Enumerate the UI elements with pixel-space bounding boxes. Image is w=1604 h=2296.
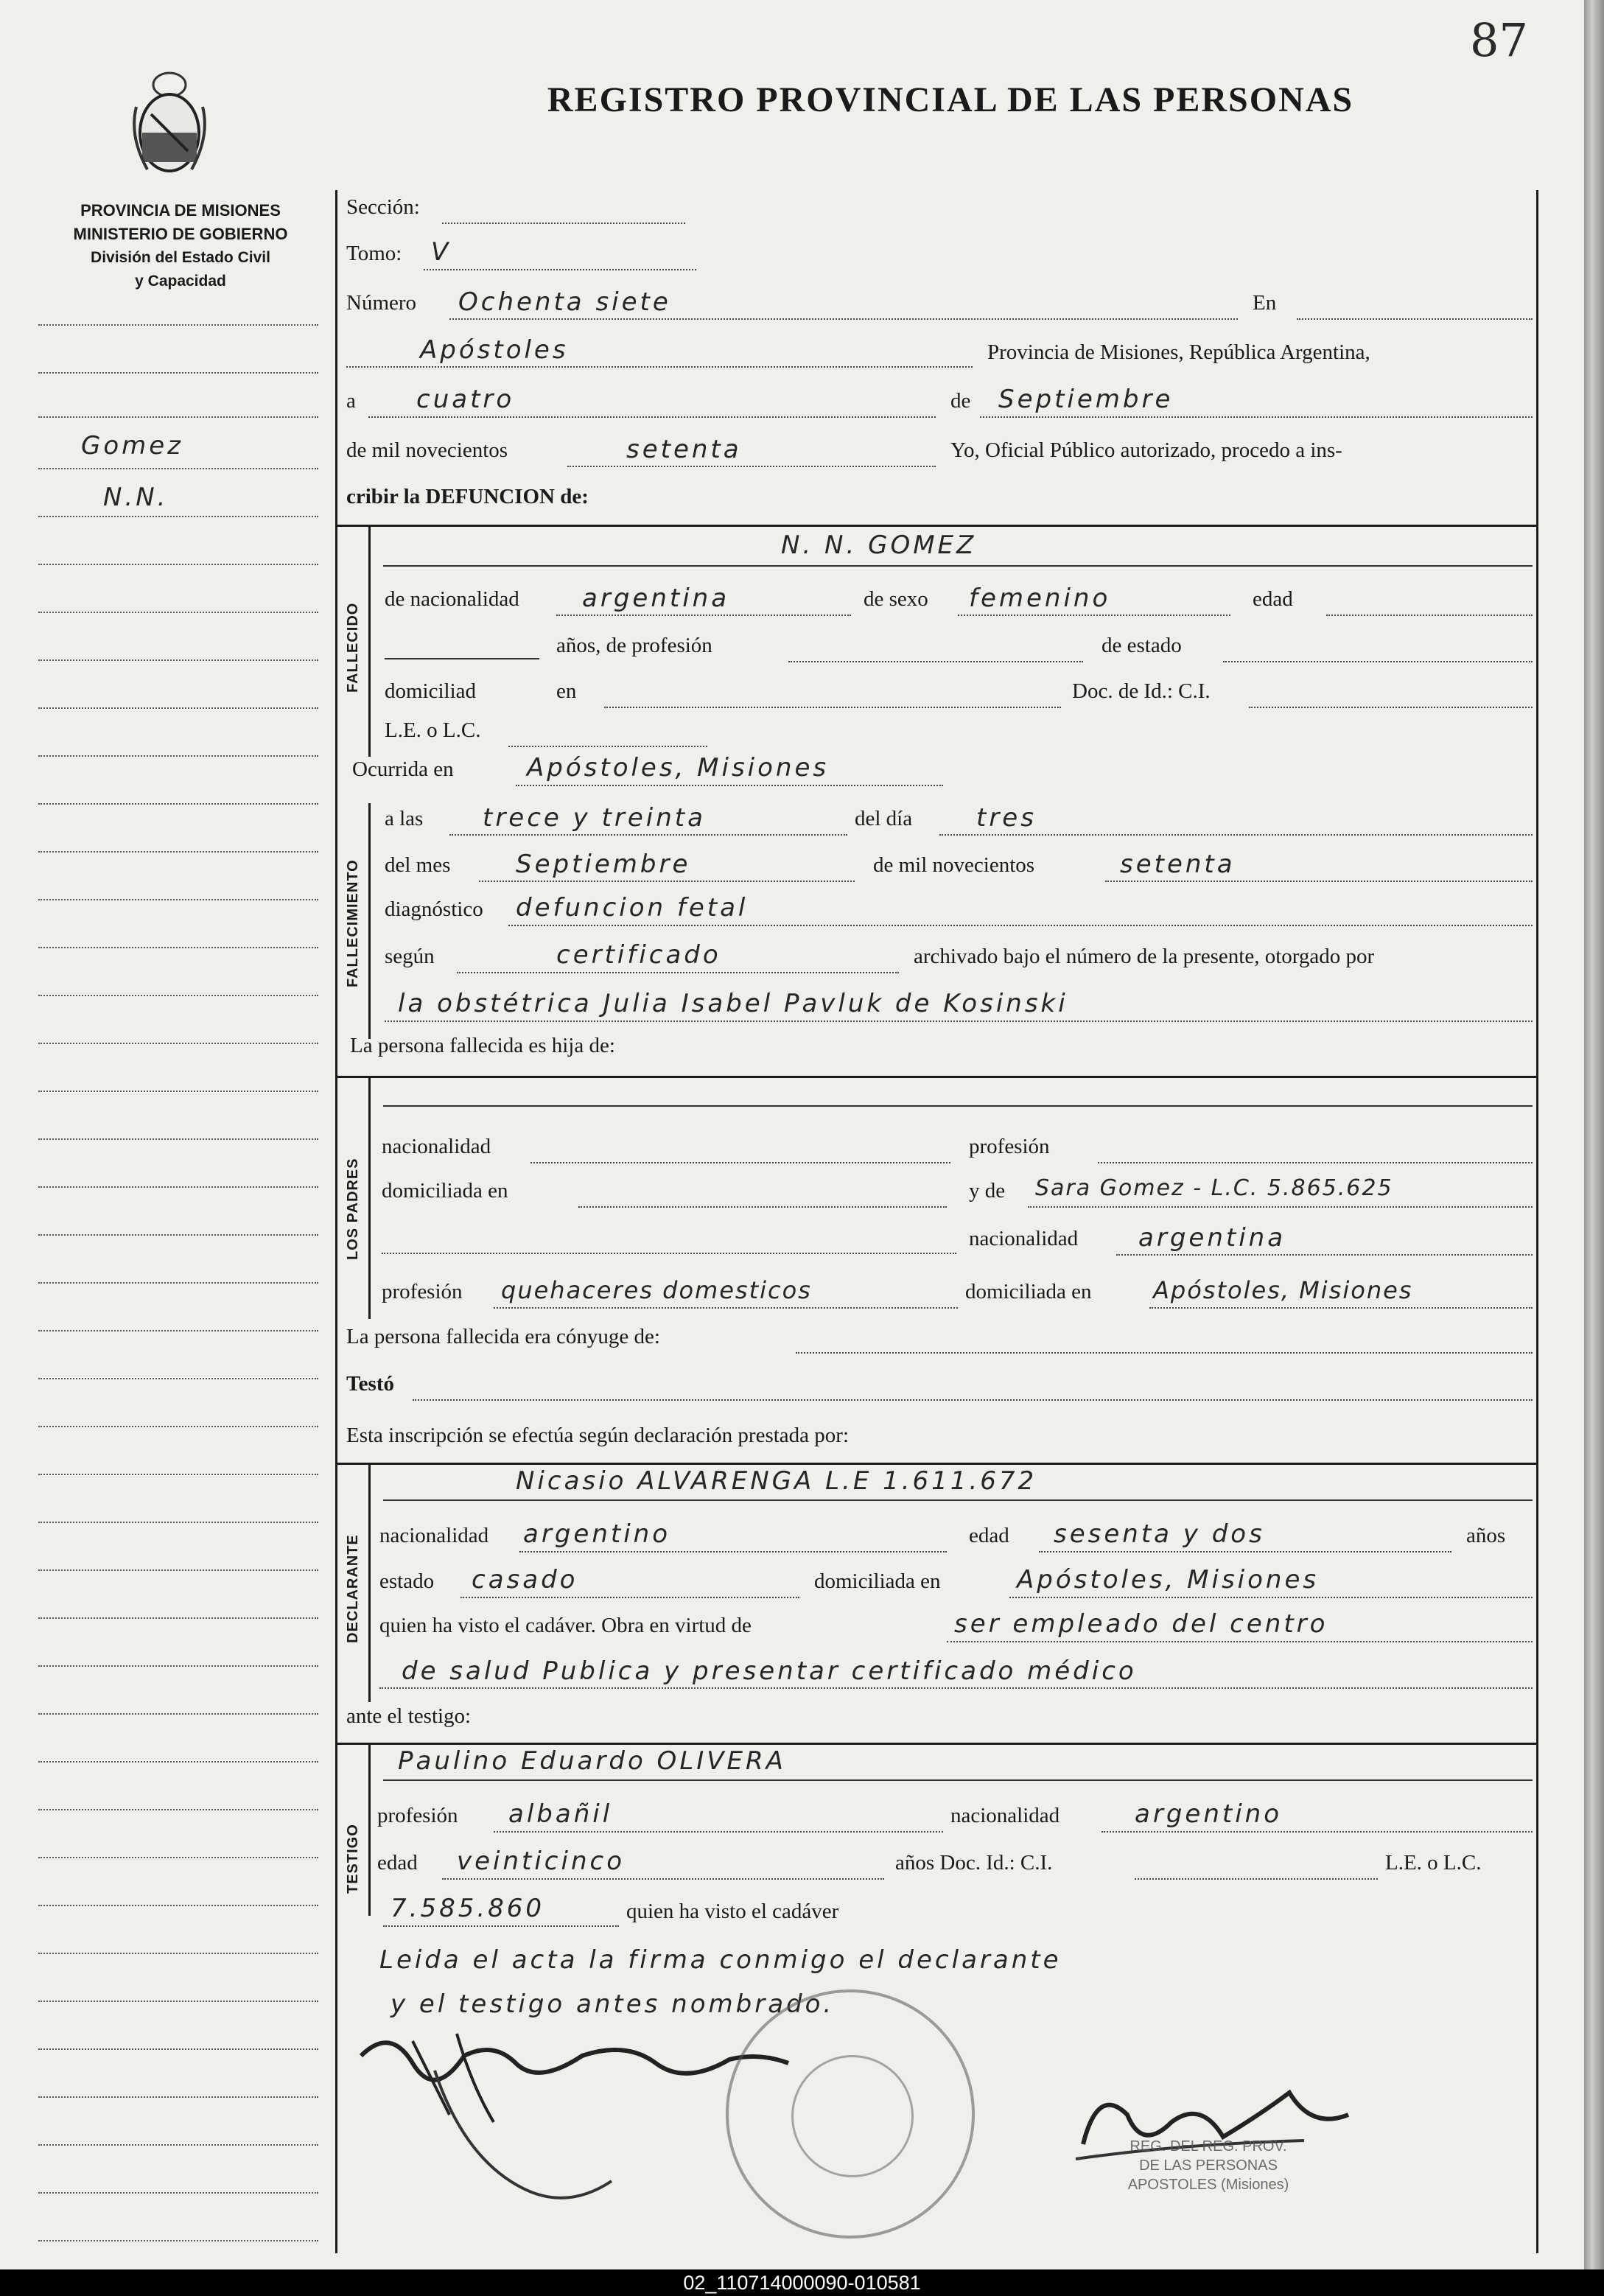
test-nac-value: argentino — [1135, 1799, 1282, 1829]
de-mil2-label: de mil novecientos — [873, 853, 1035, 877]
diagnostico-value: defuncion fetal — [516, 893, 749, 923]
edad-test-field — [442, 1878, 884, 1880]
ministry-header — [29, 199, 332, 293]
testo-field — [413, 1399, 1533, 1401]
sidebar-rule — [38, 2144, 318, 2146]
inscribir-label: cribir la DEFUNCION de: — [346, 485, 589, 508]
nac-madre-label: nacionalidad — [969, 1227, 1079, 1250]
yo-oficial-label: Yo, Oficial Público autorizado, procedo a ins- — [950, 438, 1342, 462]
sexo-value: femenino — [969, 584, 1111, 613]
sidebar-rule — [38, 1617, 318, 1619]
document-title: REGISTRO PROVINCIAL DE LAS PERSONAS — [547, 80, 1354, 119]
fallecido-name-value: N. N. GOMEZ — [781, 531, 977, 560]
anio-field — [567, 466, 936, 467]
quien-visto2-label: quien ha visto el cadáver — [626, 1900, 839, 1923]
profesion-test-label: profesión — [377, 1804, 458, 1827]
sidebar-rule — [38, 1186, 318, 1188]
domiciliad-label: domiciliad — [385, 679, 477, 703]
nac-test-field — [1102, 1831, 1533, 1833]
sidebar-rule — [38, 1282, 318, 1284]
sidebar-rule — [38, 1905, 318, 1906]
declarante-value: Nicasio ALVARENGA L.E 1.611.672 — [516, 1466, 1037, 1496]
sidebar-rule — [38, 707, 318, 709]
estado-decl-field — [460, 1597, 799, 1598]
leida-line-1: Leida el acta la firma conmigo el declarante — [379, 1945, 1062, 1975]
section-divider — [335, 1743, 1536, 1745]
profesion-padre-field — [1098, 1162, 1533, 1163]
anio-value: setenta — [626, 435, 742, 464]
seccion-field — [442, 223, 685, 224]
testigo-name-field — [383, 1779, 1533, 1781]
sidebar-rule — [38, 564, 318, 565]
a-las-label: a las — [385, 807, 424, 830]
test-doc-value: 7.585.860 — [391, 1894, 545, 1923]
sidebar-rule — [38, 2192, 318, 2194]
profesion-padre-label: profesión — [969, 1135, 1050, 1158]
official-stamp-text — [1054, 2137, 1363, 2194]
profesion-field — [788, 661, 1083, 662]
sidebar-rule — [38, 1138, 318, 1140]
sidebar-rule — [38, 468, 318, 469]
doc-test-field — [1135, 1878, 1378, 1880]
madre-dom-value: Apóstoles, Misiones — [1153, 1276, 1413, 1304]
nac-test-label: nacionalidad — [950, 1804, 1060, 1827]
en2-label: en — [556, 679, 577, 703]
virtud-value-1: ser empleado del centro — [954, 1609, 1328, 1639]
anio-fall-value: setenta — [1120, 850, 1236, 879]
sidebar-rule — [38, 1091, 318, 1092]
lugar-field — [346, 366, 973, 368]
sidebar-rule — [38, 1234, 318, 1236]
sidebar-rule — [38, 1426, 318, 1427]
image-caption: 02_110714000090-010581 — [0, 2269, 1604, 2296]
virtud-field-1 — [947, 1641, 1533, 1642]
archivado-label: archivado bajo el número de la presente, otorgado por — [914, 945, 1375, 968]
ante-testigo-label: ante el testigo: — [346, 1704, 472, 1728]
sexo-field — [958, 615, 1230, 616]
page-number: 87 — [1470, 13, 1528, 67]
de-mil-label: de mil novecientos — [346, 438, 508, 462]
sidebar-rule — [38, 1953, 318, 1954]
main-right-border — [1536, 190, 1538, 2253]
de-label: de — [950, 389, 971, 413]
test-edad-value: veinticinco — [457, 1847, 625, 1876]
conyuge-label: La persona fallecida era cónyuge de: — [346, 1325, 660, 1348]
domicilio-padre-field — [578, 1206, 947, 1208]
official-seal — [726, 1989, 975, 2239]
tab-fallecimiento: FALLECIMIENTO — [345, 859, 361, 987]
sidebar-rule — [38, 947, 318, 948]
edad-field — [1326, 615, 1533, 616]
sidebar-rule — [38, 1330, 318, 1331]
nacionalidad-field — [556, 615, 851, 616]
estado-decl-label: estado — [379, 1569, 435, 1593]
edad-label: edad — [1253, 587, 1293, 611]
segun-label: según — [385, 945, 435, 968]
leida-line-2: y el testigo antes nombrado. — [391, 1989, 835, 2019]
sidebar-rule — [38, 2096, 318, 2098]
tab-los-padres: LOS PADRES — [345, 1158, 361, 1260]
padre-name-field — [383, 1105, 1533, 1107]
madre-dom-field — [1149, 1307, 1533, 1309]
sidebar-rule — [38, 755, 318, 757]
quien-visto-label: quien ha visto el cadáver. Obra en virtud de — [379, 1614, 752, 1637]
declarante-name-field — [383, 1499, 1533, 1501]
anios-decl-label: años — [1466, 1524, 1506, 1547]
madre-field — [1028, 1206, 1533, 1208]
edad-decl-field — [1039, 1551, 1451, 1553]
tab-declarante: DECLARANTE — [345, 1534, 361, 1643]
sidebar-initials: N.N. — [103, 483, 169, 512]
sidebar-rule — [38, 899, 318, 900]
decl-estado-value: casado — [472, 1565, 578, 1595]
decl-dom-field — [1009, 1597, 1533, 1598]
hija-de-label: La persona fallecida es hija de: — [350, 1034, 615, 1057]
a-label: a — [346, 389, 356, 413]
del-mes-label: del mes — [385, 853, 451, 877]
stamp-line: APOSTOLES (Misiones) — [1127, 2177, 1289, 2193]
conyuge-field — [796, 1352, 1533, 1354]
fallecido-name-field — [383, 565, 1533, 567]
dia-field — [368, 416, 936, 418]
sidebar-rule — [38, 1665, 318, 1667]
estado-field — [1223, 661, 1533, 662]
test-doc-field — [383, 1925, 619, 1927]
anios-field — [385, 658, 539, 659]
sidebar-rule — [38, 1569, 318, 1571]
nacionalidad-label: de nacionalidad — [385, 587, 519, 611]
sidebar-surname: Gomez — [81, 431, 184, 461]
ocurrida-label: Ocurrida en — [352, 757, 454, 781]
numero-field — [449, 318, 1238, 320]
diagnostico-label: diagnóstico — [385, 897, 483, 921]
ocurrida-field — [516, 785, 943, 786]
sidebar-rule — [38, 1713, 318, 1715]
tab-fallecido: FALLECIDO — [345, 602, 361, 693]
en-label: En — [1253, 291, 1277, 315]
madre-extra-field — [382, 1253, 956, 1254]
mes-value: Septiembre — [998, 385, 1174, 414]
division-line: División del Estado Civil — [91, 249, 270, 266]
sidebar-rule — [38, 1474, 318, 1475]
sexo-label: de sexo — [864, 587, 928, 611]
sidebar-rule — [38, 1043, 318, 1044]
edad-decl-label: edad — [969, 1524, 1009, 1547]
edad-test-label: edad — [377, 1851, 418, 1875]
segun-value: certificado — [556, 940, 721, 970]
dia-fall-field — [939, 834, 1533, 836]
tomo-field — [424, 269, 696, 270]
decl-dom-value: Apóstoles, Misiones — [1017, 1565, 1320, 1595]
stamp-line: REG. DEL REG. PROV. — [1130, 2138, 1287, 2155]
testigo-value: Paulino Eduardo OLIVERA — [398, 1746, 786, 1776]
profesion-test-field — [494, 1831, 943, 1833]
sidebar-rule — [38, 851, 318, 853]
en-field — [1297, 318, 1533, 320]
domicilio-field — [604, 707, 1061, 708]
testo-label: Testó — [346, 1372, 394, 1396]
sidebar-rule — [38, 1809, 318, 1810]
seccion-label: Sección: — [346, 195, 420, 219]
le-lc-label: L.E. o L.C. — [385, 718, 481, 742]
dia-fall-value: tres — [976, 803, 1037, 833]
capacity-line: y Capacidad — [135, 273, 226, 290]
domiciliada-decl-label: domiciliada en — [814, 1569, 941, 1593]
nac-padre-field — [530, 1162, 950, 1163]
le-lc-field — [508, 746, 707, 747]
seal-inner-ring — [791, 2055, 914, 2177]
profesion-madre-label: profesión — [382, 1280, 463, 1303]
del-dia-label: del día — [855, 807, 913, 830]
virtud-field-2 — [379, 1687, 1533, 1689]
numero-label: Número — [346, 291, 417, 315]
sidebar-rule — [38, 1378, 318, 1379]
domiciliada-en-label: domiciliada en — [382, 1179, 508, 1203]
domiciliada-en2-label: domiciliada en — [965, 1280, 1092, 1303]
sidebar-rule — [38, 2048, 318, 2050]
mes-fall-field — [479, 881, 855, 882]
sidebar-rule — [38, 2001, 318, 2002]
sidebar-rule — [38, 324, 318, 326]
sidebar-rule — [38, 1857, 318, 1858]
declarante-bracket — [368, 1463, 371, 1702]
stamp-line: DE LAS PERSONAS — [1139, 2157, 1278, 2174]
testigo-bracket — [368, 1743, 371, 1916]
sidebar-rule — [38, 372, 318, 374]
provincia-label: Provincia de Misiones, República Argentina, — [987, 340, 1370, 364]
section-divider — [335, 525, 1536, 527]
book-spine — [1584, 0, 1604, 2269]
hora-value: trece y treinta — [483, 803, 706, 833]
sidebar-rule — [38, 2240, 318, 2241]
coat-of-arms-icon — [129, 63, 210, 181]
nac-decl-field — [519, 1551, 947, 1553]
fallecido-bracket — [368, 525, 371, 757]
hora-field — [449, 834, 847, 836]
fallecimiento-bracket — [368, 803, 371, 1039]
anios-doc-label: años Doc. Id.: C.I. — [895, 1851, 1053, 1875]
tab-testigo: TESTIGO — [345, 1824, 361, 1894]
province-line: PROVINCIA DE MISIONES — [80, 201, 281, 220]
lugar-value: Apóstoles — [420, 335, 569, 365]
sidebar-rule — [38, 416, 318, 418]
nac-padre-label: nacionalidad — [382, 1135, 491, 1158]
mes-fall-value: Septiembre — [516, 850, 691, 879]
padres-bracket — [368, 1076, 371, 1319]
dia-value: cuatro — [416, 385, 515, 414]
nac-decl-label: nacionalidad — [379, 1524, 489, 1547]
sidebar-rule — [38, 995, 318, 996]
virtud-value-2: de salud Publica y presentar certificado médico — [402, 1656, 1137, 1686]
sidebar-rule — [38, 659, 318, 661]
estado-label: de estado — [1102, 634, 1182, 657]
ocurrida-value: Apóstoles, Misiones — [527, 753, 830, 783]
doc-id-field — [1249, 707, 1533, 708]
tomo-value: V — [431, 237, 452, 267]
madre-prof-value: quehaceres domesticos — [501, 1276, 812, 1304]
le-lc2-label: L.E. o L.C. — [1385, 1851, 1482, 1875]
decl-edad-value: sesenta y dos — [1054, 1519, 1265, 1549]
anios-profesion-label: años, de profesión — [556, 634, 712, 657]
otorgado-field — [385, 1021, 1533, 1022]
segun-field — [457, 972, 899, 973]
doc-id-label: Doc. de Id.: C.I. — [1072, 679, 1211, 703]
nac-madre-field — [1116, 1254, 1533, 1256]
y-de-label: y de — [969, 1179, 1006, 1203]
main-left-border — [335, 190, 337, 2253]
madre-value: Sara Gomez - L.C. 5.865.625 — [1035, 1175, 1393, 1201]
diagnostico-field — [508, 925, 1533, 926]
sidebar-rule — [38, 1522, 318, 1523]
madre-nac-value: argentina — [1138, 1223, 1286, 1253]
sidebar-rule — [38, 803, 318, 805]
profesion-madre-field — [494, 1307, 958, 1309]
anio-fall-field — [1105, 881, 1533, 882]
section-divider — [335, 1463, 1536, 1465]
sidebar-rule — [38, 612, 318, 613]
inscripcion-label: Esta inscripción se efectúa según declaración prestada por: — [346, 1424, 850, 1447]
tomo-label: Tomo: — [346, 242, 402, 265]
numero-value: Ochenta siete — [458, 287, 671, 317]
nacionalidad-value: argentina — [582, 584, 730, 613]
section-divider — [335, 1076, 1536, 1078]
test-prof-value: albañil — [508, 1799, 613, 1829]
ministry-line: MINISTERIO DE GOBIERNO — [73, 225, 288, 243]
sidebar-rule — [38, 1761, 318, 1763]
sidebar-rule — [38, 516, 318, 517]
otorgado-value: la obstétrica Julia Isabel Pavluk de Kosinski — [398, 989, 1068, 1018]
mes-field — [980, 416, 1533, 418]
decl-nac-value: argentino — [523, 1519, 670, 1549]
